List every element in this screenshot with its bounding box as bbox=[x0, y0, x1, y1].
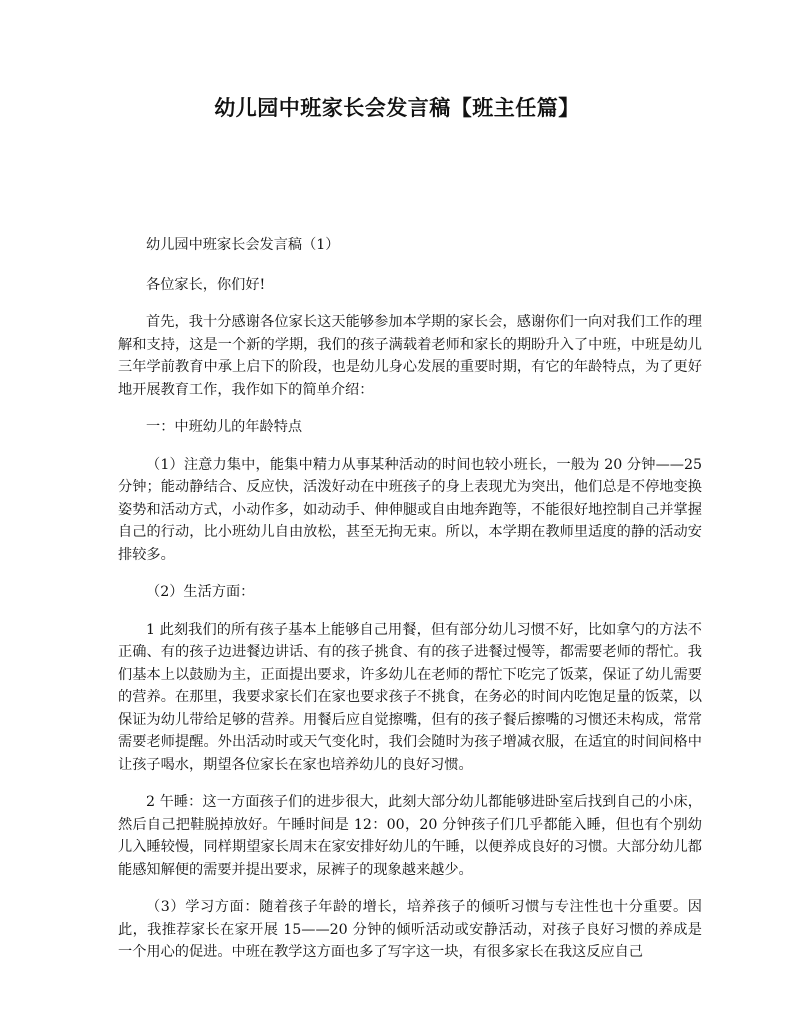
subheading-age-characteristics: 一：中班幼儿的年龄特点 bbox=[146, 419, 303, 435]
paragraph-attention: （1）注意力集中，能集中精力从事某种活动的时间也较小班长，一般为 20 分钟——25 分钟；能动静结合、反应快，活泼好动在中班孩子的身上表现尤为突出，他们总是不停地变换姿势和活动方式，小动作多，如动动手、伸伸腿或自由地奔跑等，不能很好地控制自己并掌握自己的行动，比小班幼儿自由放松，甚至无拘无束。所以，本学期在教师里适度的静的活动安排较多。 bbox=[118, 456, 702, 563]
document-body bbox=[118, 234, 702, 979]
paragraph-meals: 1 此刻我们的所有孩子基本上能够自己用餐，但有部分幼儿习惯不好，比如拿勺的方法不正确、有的孩子边进餐边讲话、有的孩子挑食、有的孩子进餐过慢等，都需要老师的帮忙。我们基本上以鼓励为主，正面提出要求，许多幼儿在老师的帮忙下吃完了饭菜，保证了幼儿需要的营养。在那里，我要求家长们在家也要求孩子不挑食，在务必的时间内吃饱足量的饭菜，以保证为幼儿带给足够的营养。用餐后应自觉擦嘴，但有的孩子餐后擦嘴的习惯还未构成，常常需要老师提醒。外出活动时或天气变化时，我们会随时为孩子增减衣服，在适宜的时间间格中让孩子喝水，期望各位家长在家也培养幼儿的良好习惯。 bbox=[118, 621, 702, 773]
subheading-life: （2）生活方面： bbox=[146, 584, 255, 600]
greeting: 各位家长，你们好! bbox=[146, 276, 266, 293]
section-heading: 幼儿园中班家长会发言稿（1） bbox=[146, 237, 340, 253]
intro-paragraph: 首先，我十分感谢各位家长这天能够参加本学期的家长会，感谢你们一向对我们工作的理解和支持，这是一个新的学期，我们的孩子满载着老师和家长的期盼升入了中班，中班是幼儿三年学前教育中承上启下的阶段，也是幼儿身心发展的重要时期，有它的年龄特点，为了更好地开展教育工作，我作如下的简单介绍： bbox=[118, 314, 702, 398]
document-title: 幼儿园中班家长会发言稿【班主任篇】 bbox=[214, 95, 580, 120]
paragraph-study: （3）学习方面：随着孩子年龄的增长，培养孩子的倾听习惯与专注性也十分重要。因此，我推荐家长在家开展 15——20 分钟的倾听活动或安静活动，对孩子良好习惯的养成是一个用心的促进。中班在教学这方面也多了写字这一块，有很多家长在我这反应自己 bbox=[118, 899, 702, 960]
paragraph-nap: 2 午睡：这一方面孩子们的进步很大，此刻大部分幼儿都能够进卧室后找到自己的小床，然后自己把鞋脱掉放好。午睡时间是 12：00，20 分钟孩子们几乎都能入睡，但也有个别幼儿入睡较慢，同样期望家长周末在家安排好幼儿的午睡，以便养成良好的习惯。大部分幼儿都能感知解便的需要并提出要求，尿裤子的现象越来越少。 bbox=[118, 794, 702, 878]
